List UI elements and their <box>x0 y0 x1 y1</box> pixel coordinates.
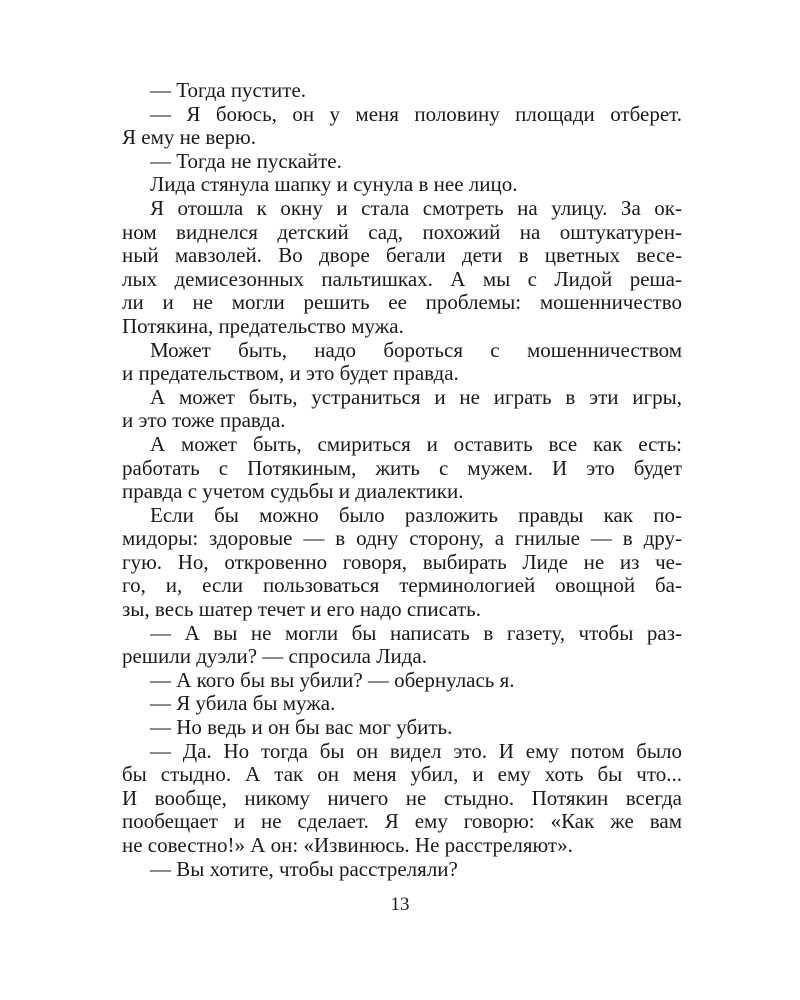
text-line: И вообще, никому ничего не стыдно. Потякин всегда <box>122 785 682 810</box>
text-line: зы, весь шатер течет и его надо списать. <box>122 597 481 622</box>
text-line: А может быть, смириться и оставить все как есть: <box>150 431 682 456</box>
text-line: — Тогда не пускайте. <box>150 148 342 173</box>
text-line: бы стыдно. А так он меня убил, и ему хоть бы что... <box>122 762 682 787</box>
text-line: решили дуэли? — спросила Лида. <box>122 644 427 669</box>
text-line: ный мавзолей. Во дворе бегали дети в цветных весе- <box>122 243 682 268</box>
text-line: го, и, если пользоваться терминологией овощной ба- <box>122 573 682 598</box>
text-line: А может быть, устраниться и не играть в эти игры, <box>150 384 682 409</box>
text-line: работать с Потякиным, жить с мужем. И это будет <box>122 455 682 480</box>
text-line: Лида стянула шапку и сунула в нее лицо. <box>150 172 518 197</box>
text-line: Я ему не верю. <box>122 125 256 150</box>
text-line: — Я боюсь, он у меня половину площади отберет. <box>150 101 682 126</box>
text-line: не совестно!» А он: «Извинюсь. Не расстреляют». <box>122 833 573 857</box>
text-line: Может быть, надо бороться с мошенничеством <box>150 337 682 362</box>
text-line: — Но ведь и он бы вас мог убить. <box>150 715 453 740</box>
text-line: Потякина, предательство мужа. <box>122 313 404 338</box>
text-line: гую. Но, откровенно говоря, выбирать Лиде не из че- <box>122 549 682 574</box>
text-line: и предательством, и это будет правда. <box>122 361 459 386</box>
page-text <box>122 79 682 881</box>
text-line: мидоры: здоровые — в одну сторону, а гнилые — в дру- <box>122 526 682 551</box>
text-line: ном виднелся детский сад, похожий на оштукатурен- <box>122 219 682 244</box>
page-number: 13 <box>390 894 410 915</box>
text-line: — А кого бы вы убили? — обернулась я. <box>150 667 515 692</box>
text-line: — А вы не могли бы написать в газету, чтобы раз- <box>150 620 682 645</box>
text-line: — Вы хотите, чтобы расстреляли? <box>150 856 458 881</box>
text-line: Если бы можно было разложить правды как по- <box>150 502 682 527</box>
text-line: пообещает и не сделает. Я ему говорю: «Как же вам <box>122 809 682 834</box>
text-line: и это тоже правда. <box>122 408 286 433</box>
text-line: Я отошла к окну и стала смотреть на улицу. За ок- <box>150 195 682 220</box>
text-line: — Да. Но тогда бы он видел это. И ему потом было <box>150 738 682 763</box>
text-line: — Тогда пустите. <box>150 78 307 102</box>
text-line: лых демисезонных пальтишках. А мы с Лидой реша- <box>122 266 682 291</box>
text-line: ли и не могли решить ее проблемы: мошенничество <box>122 290 682 315</box>
text-line: — Я убила бы мужа. <box>150 691 336 716</box>
text-line: правда с учетом судьбы и диалектики. <box>122 479 464 504</box>
